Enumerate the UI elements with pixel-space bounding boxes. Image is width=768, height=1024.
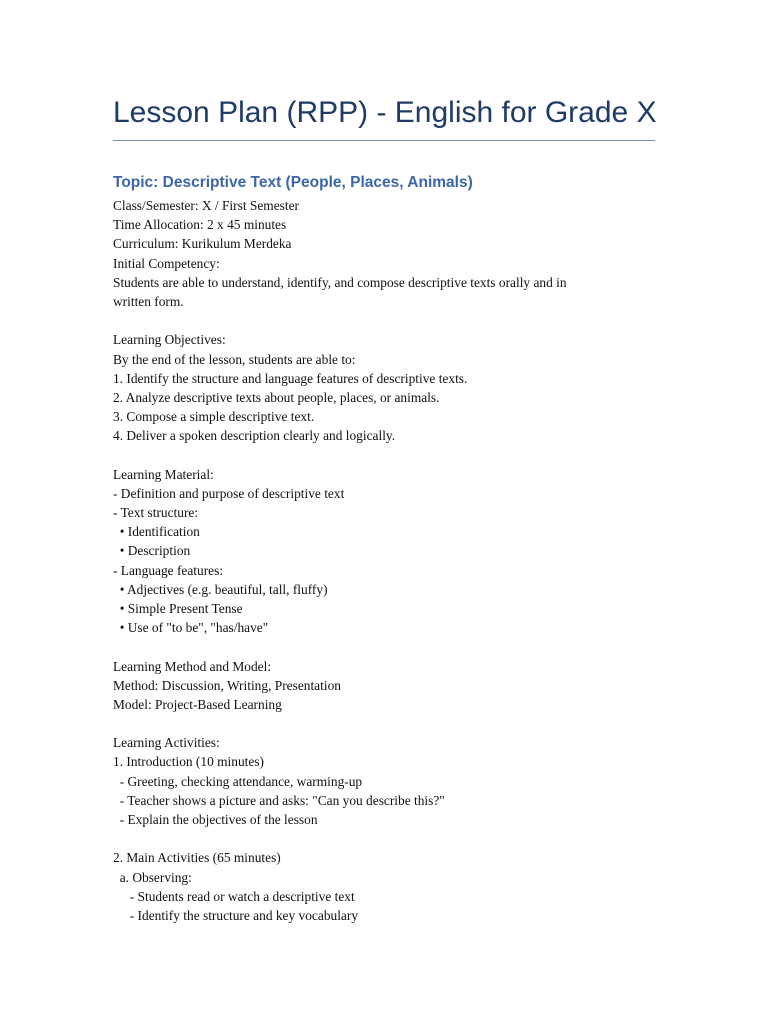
model-line: Model: Project-Based Learning bbox=[113, 696, 282, 712]
introduction-label: 1. Introduction (10 minutes) bbox=[113, 754, 264, 770]
initial-competency-text: Students are able to understand, identify, and compose descriptive texts orally and in bbox=[113, 274, 567, 290]
introduction-item: - Teacher shows a picture and asks: "Can you describe this?" bbox=[113, 792, 445, 808]
structure-item: • Identification bbox=[113, 524, 200, 540]
initial-competency-label: Initial Competency: bbox=[113, 255, 220, 271]
curriculum-line: Curriculum: Kurikulum Merdeka bbox=[113, 236, 292, 252]
language-feature-item: • Use of "to be", "has/have" bbox=[113, 620, 269, 636]
language-feature-item: • Simple Present Tense bbox=[113, 600, 243, 616]
material-label: Learning Material: bbox=[113, 466, 214, 482]
paragraph-spacer bbox=[113, 637, 655, 656]
paragraph-spacer bbox=[113, 714, 655, 733]
objective-item: 4. Deliver a spoken description clearly and logically. bbox=[113, 428, 396, 444]
introduction-item: - Greeting, checking attendance, warming-up bbox=[113, 773, 363, 789]
objective-item: 1. Identify the structure and language features of descriptive texts. bbox=[113, 370, 468, 386]
method-label: Learning Method and Model: bbox=[113, 658, 272, 674]
initial-competency-text-cont: written form. bbox=[113, 293, 184, 309]
method-line: Method: Discussion, Writing, Presentation bbox=[113, 677, 341, 693]
observing-item: - Students read or watch a descriptive text bbox=[113, 888, 355, 904]
observing-label: a. Observing: bbox=[113, 869, 192, 885]
language-features-label: - Language features: bbox=[113, 562, 224, 578]
document-title: Lesson Plan (RPP) - English for Grade X bbox=[113, 96, 657, 129]
paragraph-spacer bbox=[113, 829, 655, 848]
topic-heading: Topic: Descriptive Text (People, Places, Animals) bbox=[113, 174, 473, 191]
paragraph-spacer bbox=[113, 445, 655, 464]
objective-item: 3. Compose a simple descriptive text. bbox=[113, 409, 315, 425]
activities-label: Learning Activities: bbox=[113, 735, 220, 751]
material-definition: - Definition and purpose of descriptive text bbox=[113, 485, 345, 501]
class-semester-line: Class/Semester: X / First Semester bbox=[113, 198, 299, 213]
objectives-label: Learning Objectives: bbox=[113, 332, 226, 348]
objectives-intro: By the end of the lesson, students are able to: bbox=[113, 351, 356, 367]
structure-item: • Description bbox=[113, 543, 191, 559]
document-body bbox=[113, 196, 655, 925]
objective-item: 2. Analyze descriptive texts about people, places, or animals. bbox=[113, 389, 440, 405]
structure-label: - Text structure: bbox=[113, 505, 199, 520]
language-feature-item: • Adjectives (e.g. beautiful, tall, fluffy) bbox=[113, 581, 328, 597]
time-allocation-line: Time Allocation: 2 x 45 minutes bbox=[113, 217, 287, 233]
title-underline bbox=[113, 140, 655, 141]
observing-item: - Identify the structure and key vocabulary bbox=[113, 907, 359, 923]
introduction-item: - Explain the objectives of the lesson bbox=[113, 812, 318, 827]
main-activities-label: 2. Main Activities (65 minutes) bbox=[113, 850, 281, 866]
paragraph-spacer bbox=[113, 311, 655, 330]
